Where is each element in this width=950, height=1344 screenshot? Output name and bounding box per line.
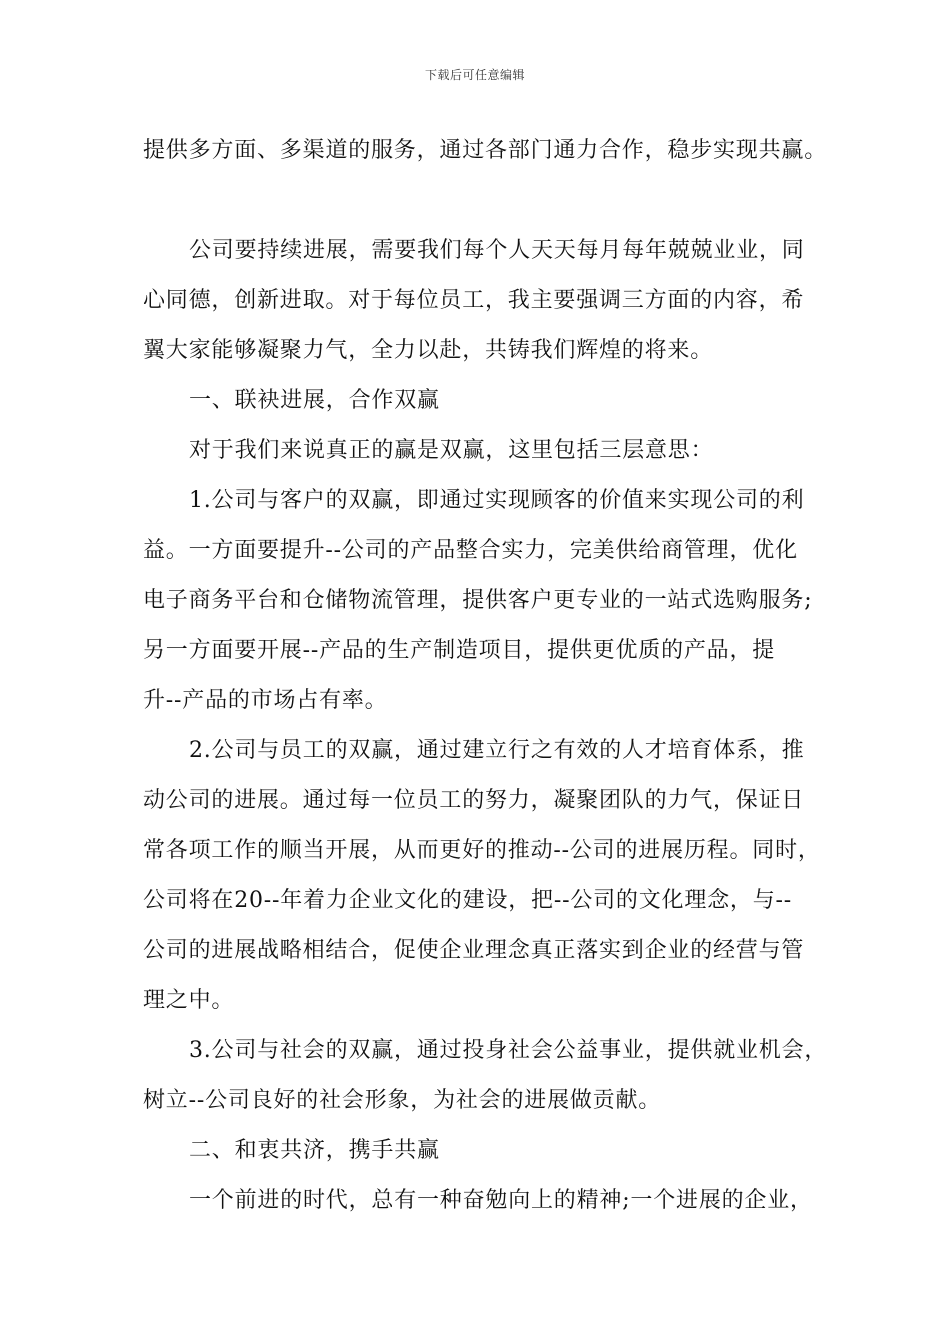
body-line: 升--产品的市场占有率。 <box>143 688 388 713</box>
body-line: 另一方面要开展--产品的生产制造项目，提供更优质的产品，提 <box>143 638 776 663</box>
body-line: 对于我们来说真正的赢是双赢，这里包括三层意思： <box>189 438 714 463</box>
body-line: 提供多方面、多渠道的服务，通过各部门通力合作，稳步实现共赢。 <box>143 138 828 163</box>
body-line: 公司的进展战略相结合，促使企业理念真正落实到企业的经营与管 <box>143 938 805 963</box>
body-line: 公司要持续进展，需要我们每个人天天每月每年兢兢业业，同 <box>189 238 805 263</box>
body-line: 常各项工作的顺当开展，从而更好的推动--公司的进展历程。同时， <box>143 838 821 863</box>
body-line: 1.公司与客户的双赢，即通过实现顾客的价值来实现公司的利 <box>189 488 805 513</box>
body-line: 树立--公司良好的社会形象，为社会的进展做贡献。 <box>143 1088 662 1113</box>
body-line: 3.公司与社会的双赢，通过投身社会公益事业，提供就业机会， <box>189 1038 828 1063</box>
body-line: 翼大家能够凝聚力气，全力以赴，共铸我们辉煌的将来。 <box>143 338 714 363</box>
body-line: 动公司的进展。通过每一位员工的努力，凝聚团队的力气，保证日 <box>143 788 805 813</box>
body-line: 公司将在20--年着力企业文化的建设，把--公司的文化理念，与-- <box>143 888 792 913</box>
body-line: 2.公司与员工的双赢，通过建立行之有效的人才培育体系，推 <box>189 738 805 763</box>
section-heading-1: 一、联袂进展，合作双赢 <box>189 388 440 413</box>
page-header: 下载后可任意编辑 <box>424 68 525 82</box>
body-line: 益。一方面要提升--公司的产品整合实力，完美供给商管理，优化 <box>143 538 798 563</box>
body-line: 一个前进的时代，总有一种奋勉向上的精神;一个进展的企业， <box>189 1188 813 1213</box>
section-heading-2: 二、和衷共济，携手共赢 <box>189 1138 440 1163</box>
body-line: 心同德，创新进取。对于每位员工，我主要强调三方面的内容，希 <box>143 288 805 313</box>
body-line: 理之中。 <box>143 988 235 1013</box>
body-line: 电子商务平台和仓储物流管理，提供客户更专业的一站式选购服务; <box>143 588 813 613</box>
